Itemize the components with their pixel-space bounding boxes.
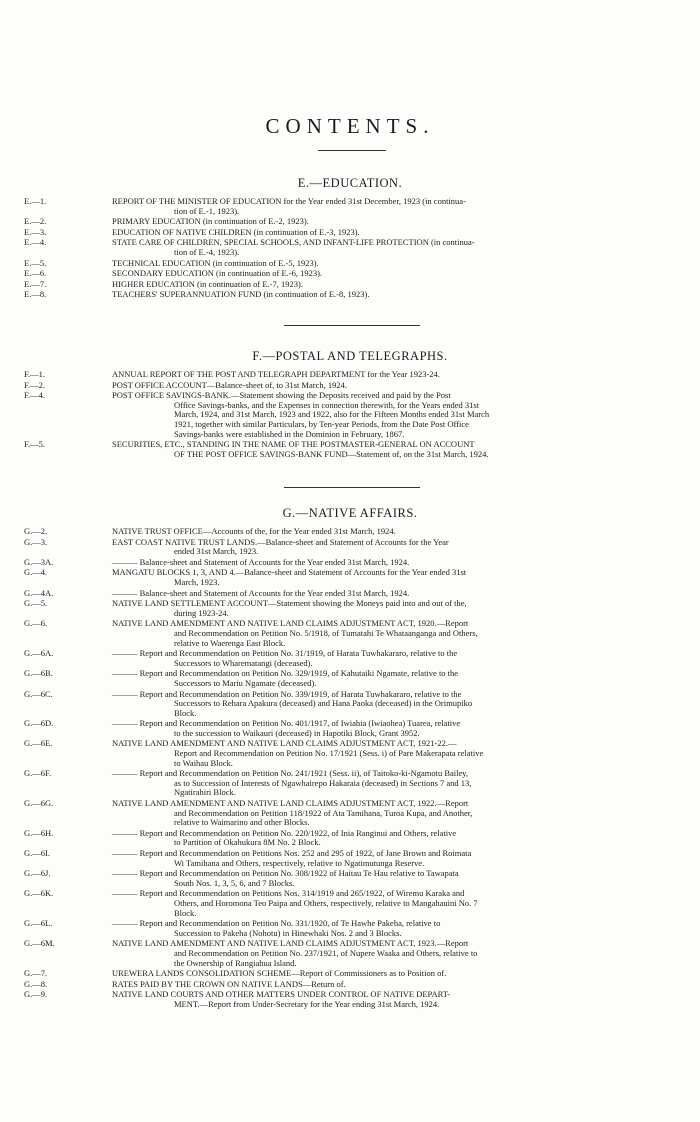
entry-line: relative to Waimarino and other Blocks. bbox=[174, 817, 310, 828]
entry-code: G.—6A. bbox=[24, 648, 54, 659]
entry-line: Savings-banks were established in the Dominion in February, 1867. bbox=[174, 428, 405, 439]
entry-description bbox=[112, 381, 700, 391]
entry-line: POST OFFICE SAVINGS-BANK.—Statement showing the Deposits received and paid by the Post bbox=[112, 390, 451, 401]
entry-line: POST OFFICE ACCOUNT—Balance-sheet of, to 31st March, 1924. bbox=[112, 379, 347, 390]
entry-line: TEACHERS' SUPERANNUATION FUND (in continuation of E.-8, 1923). bbox=[112, 289, 370, 300]
entry-code: G.—6B. bbox=[24, 668, 53, 679]
entry-description bbox=[112, 969, 700, 979]
contents-entry bbox=[0, 290, 700, 300]
entry-line: Others, and Horomona Teo Paipa and Others, respectively, relative to Mangahauini No. 7 bbox=[174, 897, 478, 908]
entry-line: MANGATU BLOCKS 1, 3, AND 4.—Balance-sheet and Statement of Accounts for the Year ended 31st bbox=[112, 567, 467, 578]
entry-line: ANNUAL REPORT OF THE POST AND TELEGRAPH DEPARTMENT for the Year 1923-24. bbox=[112, 369, 440, 379]
entry-line: South Nos. 1, 3, 5, 6, and 7 Blocks. bbox=[174, 877, 295, 888]
entry-line: EDUCATION OF NATIVE CHILDREN (in continuation of E.-3, 1923). bbox=[112, 226, 360, 237]
contents-entry bbox=[0, 669, 700, 688]
entry-code: G.—6F. bbox=[24, 768, 52, 779]
entry-code: G.—6H. bbox=[24, 827, 54, 838]
contents-entry bbox=[0, 969, 700, 979]
entry-line: Report and Recommendation on Petition No. 17/1921 (Sess. i) of Pare Makerapata relative bbox=[174, 748, 484, 759]
title-rule bbox=[318, 150, 386, 151]
contents-entry bbox=[0, 849, 700, 868]
section-heading-education: E.—EDUCATION. bbox=[297, 176, 403, 190]
entry-line: REPORT OF THE MINISTER OF EDUCATION for the Year ended 31st December, 1923 (in continua- bbox=[112, 196, 466, 206]
entry-line: and Recommendation on Petition No. 237/1921, of Nupere Waaka and Others, relative to bbox=[174, 947, 478, 958]
entry-code: G.—4. bbox=[24, 567, 48, 578]
entry-code: F.—2. bbox=[24, 379, 46, 390]
entry-code: G.—5. bbox=[24, 598, 48, 609]
contents-entry bbox=[0, 440, 700, 459]
entry-line: MENT.—Report from Under-Secretary for the Year ending 31st March, 1924. bbox=[174, 998, 440, 1009]
entry-code: G.—6D. bbox=[24, 718, 54, 729]
entry-line: RATES PAID BY THE CROWN ON NATIVE LANDS—Return of. bbox=[112, 978, 346, 989]
entry-line: Block. bbox=[174, 707, 197, 718]
entry-description bbox=[112, 599, 700, 618]
entry-code: G.—6J. bbox=[24, 868, 51, 879]
entry-description bbox=[112, 980, 700, 990]
entry-line: ——— Balance-sheet and Statement of Accounts for the Year ended 31st March, 1924. bbox=[112, 587, 410, 598]
contents-entry bbox=[0, 619, 700, 648]
contents-entry bbox=[0, 589, 700, 599]
contents-entry bbox=[0, 599, 700, 618]
entry-description bbox=[112, 649, 700, 668]
entry-line: ——— Report and Recommendation on Petition No. 220/1922, of Inia Ranginui and Others, relative bbox=[112, 827, 457, 838]
entry-code: G.—6K. bbox=[24, 888, 54, 899]
entry-line: NATIVE LAND COURTS AND OTHER MATTERS UNDER CONTROL OF NATIVE DEPART- bbox=[112, 989, 451, 1000]
entry-code: E.—2. bbox=[24, 216, 47, 227]
entry-line: ——— Report and Recommendation on Petitions Nos. 314/1919 and 265/1922, of Wiremu Karaka and bbox=[112, 888, 465, 899]
entry-description bbox=[112, 849, 700, 868]
entry-line: and Recommendation on Petition 118/1922 of Ata Tamihana, Turoa Kupa, and Another, bbox=[174, 807, 473, 818]
contents-entry bbox=[0, 690, 700, 719]
contents-entry bbox=[0, 381, 700, 391]
entry-code: E.—3. bbox=[24, 226, 47, 237]
entry-line: as to Succession of Interests of Ngawhairepo Hakaraia (deceased) in Sections 7 and 13, bbox=[174, 777, 472, 788]
entry-line: to Waihau Block. bbox=[174, 757, 233, 768]
entry-description bbox=[112, 440, 700, 459]
entry-line: NATIVE TRUST OFFICE—Accounts of the, for the Year ended 31st March, 1924. bbox=[112, 526, 396, 536]
contents-entry bbox=[0, 939, 700, 968]
entry-line: to the succession to Waikauri (deceased) in Hapotiki Block, Grant 3952. bbox=[174, 727, 420, 738]
entry-description bbox=[112, 719, 700, 738]
contents-entry bbox=[0, 259, 700, 269]
entry-description bbox=[112, 889, 700, 918]
entry-code: G.—6E. bbox=[24, 738, 53, 749]
entry-code: E.—7. bbox=[24, 278, 47, 289]
contents-entry bbox=[0, 217, 700, 227]
contents-entry bbox=[0, 869, 700, 888]
entry-code: E.—4. bbox=[24, 237, 47, 248]
entry-line: tion of E.-4, 1923). bbox=[174, 246, 240, 257]
entry-code: E.—8. bbox=[24, 289, 47, 300]
contents-entry bbox=[0, 739, 700, 768]
entry-description bbox=[112, 739, 700, 768]
entry-description bbox=[112, 197, 700, 216]
entry-line: and Recommendation on Petition No. 5/1918, of Tumatahi Te Whataanganga and Others, bbox=[174, 627, 478, 638]
contents-entry bbox=[0, 269, 700, 279]
entry-code: G.—6C. bbox=[24, 688, 53, 699]
postal-entries bbox=[0, 370, 700, 460]
entry-line: ——— Report and Recommendation on Petition No. 308/1922 of Haitau Te Hau relative to Tawapata bbox=[112, 868, 459, 879]
contents-entry bbox=[0, 238, 700, 257]
entry-code: E.—1. bbox=[24, 196, 47, 206]
entry-description bbox=[112, 538, 700, 557]
contents-entry bbox=[0, 889, 700, 918]
entry-code: G.—3. bbox=[24, 536, 48, 547]
entry-description bbox=[112, 619, 700, 648]
entry-line: NATIVE LAND AMENDMENT AND NATIVE LAND CLAIMS ADJUSTMENT ACT, 1920.—Report bbox=[112, 618, 469, 629]
entry-line: tion of E.-1, 1923). bbox=[174, 205, 240, 216]
contents-entry bbox=[0, 769, 700, 798]
contents-entry bbox=[0, 990, 700, 1009]
entry-line: STATE CARE OF CHILDREN, SPECIAL SCHOOLS, AND INFANT-LIFE PROTECTION (in continua- bbox=[112, 237, 475, 248]
entry-description bbox=[112, 558, 700, 568]
contents-entry bbox=[0, 568, 700, 587]
entry-line: ——— Report and Recommendation on Petitions Nos. 252 and 295 of 1922, of Jane Brown and Roimata bbox=[112, 848, 472, 858]
entry-code: G.—6M. bbox=[24, 938, 55, 949]
entry-code: G.—4A. bbox=[24, 587, 54, 598]
entry-code: G.—6. bbox=[24, 618, 48, 629]
contents-entry bbox=[0, 228, 700, 238]
contents-entry bbox=[0, 538, 700, 557]
education-entries bbox=[0, 197, 700, 301]
entry-line: to Partition of Okahukura 8M No. 2 Block. bbox=[174, 837, 321, 848]
contents-entry bbox=[0, 980, 700, 990]
entry-line: HIGHER EDUCATION (in continuation of E.-7, 1923). bbox=[112, 278, 303, 289]
entry-code: G.—7. bbox=[24, 968, 48, 979]
page-title: CONTENTS. bbox=[265, 114, 435, 138]
section-divider bbox=[284, 325, 420, 326]
entry-description bbox=[112, 769, 700, 798]
entry-line: Successors to Wharematangi (deceased). bbox=[174, 657, 313, 668]
entry-code: F.—4. bbox=[24, 390, 46, 401]
entry-code: F.—5. bbox=[24, 439, 46, 450]
entry-description bbox=[112, 217, 700, 227]
entry-line: ended 31st March, 1923. bbox=[174, 546, 259, 557]
contents-entry bbox=[0, 829, 700, 848]
entry-line: Block. bbox=[174, 907, 197, 918]
entry-description bbox=[112, 290, 700, 300]
native-affairs-entries bbox=[0, 527, 700, 1011]
entry-code: G.—3A. bbox=[24, 556, 54, 567]
contents-entry bbox=[0, 280, 700, 290]
entry-code: G.—8. bbox=[24, 978, 48, 989]
entry-line: Succession to Pakeha (Nohotu) in Hinewhaki Nos. 2 and 3 Blocks. bbox=[174, 927, 402, 938]
entry-line: OF THE POST OFFICE SAVINGS-BANK FUND—Statement of, on the 31st March, 1924. bbox=[174, 448, 489, 459]
contents-entry bbox=[0, 649, 700, 668]
entry-line: Office Savings-banks, and the Expenses in connection therewith, for the Years ended 31st bbox=[174, 399, 480, 410]
contents-entry bbox=[0, 919, 700, 938]
entry-line: 1921, together with similar Particulars, by Ten-year Periods, from the Date Post Office bbox=[174, 418, 469, 429]
entry-description bbox=[112, 869, 700, 888]
entry-line: Ngatirahiri Block. bbox=[174, 787, 236, 798]
entry-line: ——— Report and Recommendation on Petition No. 329/1919, of Kahutaiki Ngamate, relative to the bbox=[112, 668, 459, 679]
entry-line: during 1923-24. bbox=[174, 607, 229, 618]
entry-code: E.—5. bbox=[24, 257, 47, 268]
contents-entry bbox=[0, 391, 700, 439]
entry-description bbox=[112, 280, 700, 290]
entry-line: March, 1923. bbox=[174, 576, 220, 587]
entry-code: G.—6L. bbox=[24, 918, 53, 929]
entry-code: G.—6I. bbox=[24, 848, 50, 858]
entry-line: ——— Report and Recommendation on Petition No. 241/1921 (Sess. ii), of Taitoko-ki-Ngamotu Bailey, bbox=[112, 768, 469, 779]
entry-description bbox=[112, 690, 700, 719]
entry-description bbox=[112, 391, 700, 439]
entry-description bbox=[112, 919, 700, 938]
entry-code: G.—6G. bbox=[24, 798, 54, 809]
entry-description bbox=[112, 589, 700, 599]
entry-line: EAST COAST NATIVE TRUST LANDS.—Balance-sheet and Statement of Accounts for the Year bbox=[112, 536, 449, 547]
section-heading-postal: F.—POSTAL AND TELEGRAPHS. bbox=[252, 349, 448, 363]
section-heading-native-affairs: G.—NATIVE AFFAIRS. bbox=[282, 506, 418, 520]
entry-line: ——— Report and Recommendation on Petition No. 339/1919, of Harata Tuwhakararo, relative to the bbox=[112, 688, 462, 699]
entry-line: relative to Waerenga East Block. bbox=[174, 637, 286, 648]
contents-entry bbox=[0, 370, 700, 380]
entry-line: ——— Balance-sheet and Statement of Accounts for the Year ended 31st March, 1924. bbox=[112, 556, 410, 567]
entry-line: ——— Report and Recommendation on Petition No. 31/1919, of Harata Tuwhakararo, relative to the bbox=[112, 648, 458, 659]
entry-line: NATIVE LAND AMENDMENT AND NATIVE LAND CLAIMS ADJUSTMENT ACT, 1923.—Report bbox=[112, 938, 469, 949]
contents-entry bbox=[0, 197, 700, 216]
entry-description bbox=[112, 228, 700, 238]
contents-entry bbox=[0, 799, 700, 828]
entry-code: E.—6. bbox=[24, 268, 47, 279]
entry-line: SECONDARY EDUCATION (in continuation of E.-6, 1923). bbox=[112, 268, 323, 279]
entry-description bbox=[112, 259, 700, 269]
entry-description bbox=[112, 829, 700, 848]
entry-description bbox=[112, 669, 700, 688]
entry-line: NATIVE LAND AMENDMENT AND NATIVE LAND CLAIMS ADJUSTMENT ACT, 1922.—Report bbox=[112, 798, 469, 809]
entry-line: March, 1924, and 31st March, 1923 and 1922, also for the Fifteen Months ended 31st March bbox=[174, 409, 490, 420]
entry-description bbox=[112, 238, 700, 257]
entry-code: G.—9. bbox=[24, 989, 48, 1000]
contents-entry bbox=[0, 719, 700, 738]
entry-description bbox=[112, 527, 700, 537]
entry-description bbox=[112, 370, 700, 380]
entry-description bbox=[112, 269, 700, 279]
entry-description bbox=[112, 799, 700, 828]
entry-line: ——— Report and Recommendation on Petition No. 331/1920, of Te Hawhe Pakeha, relative to bbox=[112, 918, 441, 929]
entry-line: TECHNICAL EDUCATION (in continuation of E.-5, 1923). bbox=[112, 257, 319, 268]
entry-line: the Ownership of Rangiahua Island. bbox=[174, 957, 297, 968]
entry-description bbox=[112, 939, 700, 968]
entry-line: ——— Report and Recommendation on Petition No. 401/1917, of Iwiahia (Iwiaohea) Tuarea, relative bbox=[112, 718, 461, 729]
entry-line: PRIMARY EDUCATION (in continuation of E.-2, 1923). bbox=[112, 216, 309, 227]
entry-line: Wi Tamihana and Others, respectively, relative to Ngatimutunga Reserve. bbox=[174, 857, 425, 868]
entry-line: SECURITIES, ETC., STANDING IN THE NAME OF THE POSTMASTER-GENERAL ON ACCOUNT bbox=[112, 439, 475, 450]
entry-line: NATIVE LAND SETTLEMENT ACCOUNT—Statement showing the Moneys paid into and out of the, bbox=[112, 598, 467, 609]
contents-entry bbox=[0, 527, 700, 537]
entry-line: Successors to Rehara Apakura (deceased) and Hana Paoka (deceased) in the Orimupiko bbox=[174, 698, 473, 709]
entry-description bbox=[112, 990, 700, 1009]
entry-code: G.—2. bbox=[24, 526, 48, 536]
entry-description bbox=[112, 568, 700, 587]
entry-code: F.—1. bbox=[24, 369, 46, 379]
entry-line: Successors to Mariu Ngamate (deceased). bbox=[174, 677, 317, 688]
section-divider bbox=[284, 487, 420, 488]
entry-line: UREWERA LANDS CONSOLIDATION SCHEME—Report of Commissioners as to Position of. bbox=[112, 968, 447, 979]
entry-line: NATIVE LAND AMENDMENT AND NATIVE LAND CLAIMS ADJUSTMENT ACT, 1921-22.— bbox=[112, 738, 457, 749]
contents-entry bbox=[0, 558, 700, 568]
